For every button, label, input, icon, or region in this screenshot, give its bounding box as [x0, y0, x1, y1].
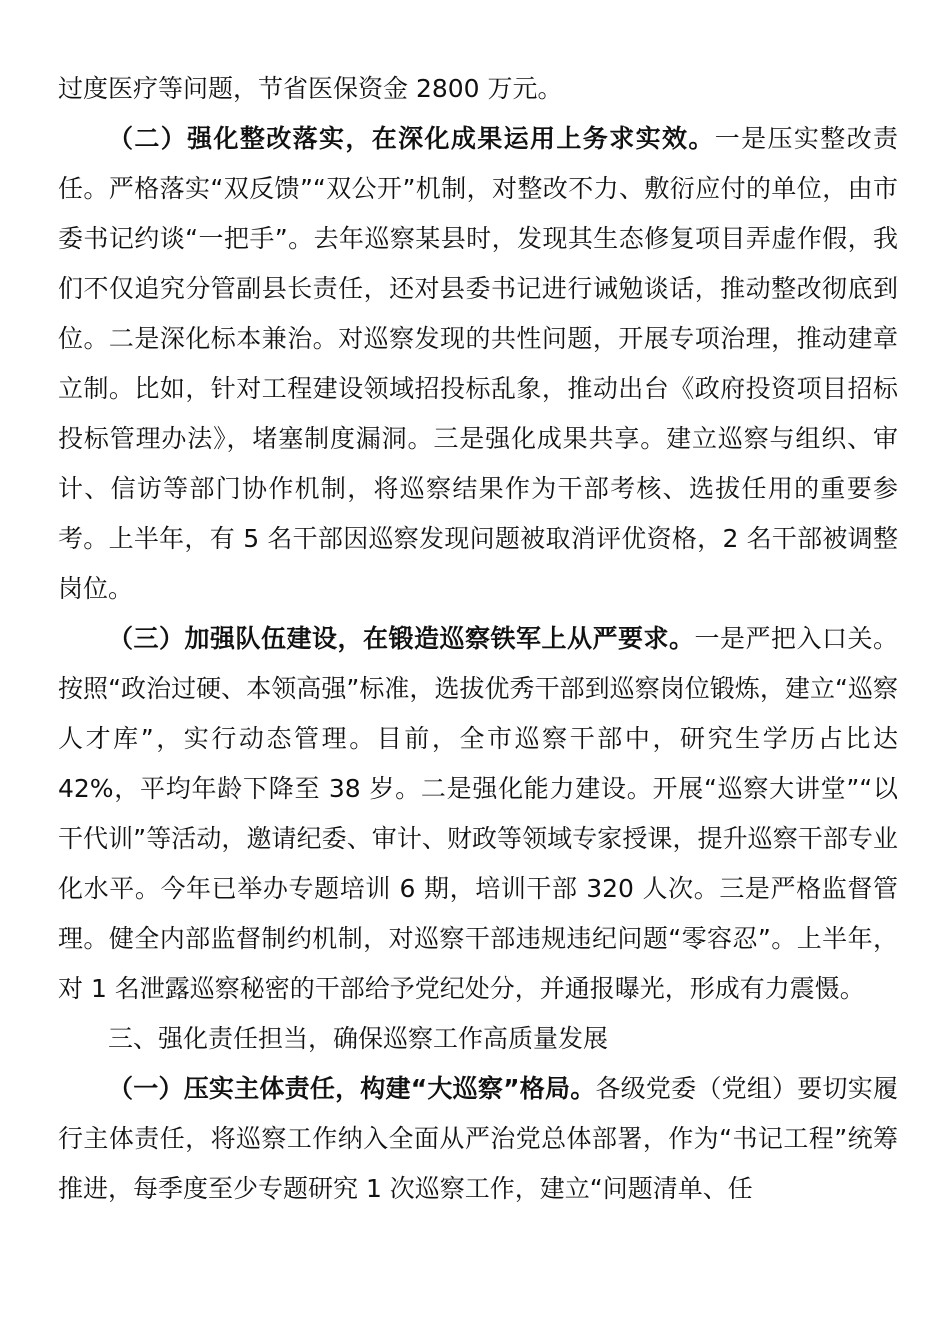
- paragraph-heading: （二）强化整改落实，在深化成果运用上务求实效。: [108, 124, 715, 153]
- paragraph-heading: （三）加强队伍建设，在锻造巡察铁军上从严要求。: [108, 624, 695, 653]
- document-page: [58, 64, 898, 1214]
- paragraph-text: 过度医疗等问题，节省医保资金 2800 万元。: [58, 74, 563, 103]
- paragraph-heading: （一）压实主体责任，构建“大巡察”格局。: [108, 1074, 596, 1103]
- paragraph-continuation: [58, 64, 898, 114]
- paragraph-text: 各级党委（党组）要切实履行主体责任，将巡察工作纳入全面从严治党总体部署，作为“书记工程”统筹推进，每季度至少专题研究 1 次巡察工作，建立“问题清单、任: [58, 1074, 898, 1203]
- paragraph-team-building: [58, 614, 898, 1014]
- section-title: 三、强化责任担当，确保巡察工作高质量发展: [108, 1024, 609, 1053]
- paragraph-text: 一是严把入口关。按照“政治过硬、本领高强”标准，选拔优秀干部到巡察岗位锻炼，建立“巡察人才库”，实行动态管理。目前，全市巡察干部中，研究生学历占比达 42%，平均年龄下降至 38 岁。二是强化能力建设。开展“巡察大讲堂”“以干代训”等活动，邀请纪委、审计、财政等领域专家授课，提升巡察干部专业化水平。今年已举办专题培训 6 期，培训干部 320 人次。三是严格监督管理。健全内部监督制约机制，对巡察干部违规违纪问题“零容忍”。上半年，对 1 名泄露巡察秘密的干部给予党纪处分，并通报曝光，形成有力震慑。: [58, 624, 898, 1003]
- paragraph-text: 一是压实整改责任。严格落实“双反馈”“双公开”机制，对整改不力、敷衍应付的单位，由市委书记约谈“一把手”。去年巡察某县时，发现其生态修复项目弄虚作假，我们不仅追究分管副县长责任，还对县委书记进行诫勉谈话，推动整改彻底到位。二是深化标本兼治。对巡察发现的共性问题，开展专项治理，推动建章立制。比如，针对工程建设领域招投标乱象，推动出台《政府投资项目招标投标管理办法》，堵塞制度漏洞。三是强化成果共享。建立巡察与组织、审计、信访等部门协作机制，将巡察结果作为干部考核、选拔任用的重要参考。上半年，有 5 名干部因巡察发现问题被取消评优资格，2 名干部被调整岗位。: [58, 124, 898, 603]
- paragraph-main-responsibility: [58, 1064, 898, 1214]
- section-heading: [58, 1014, 898, 1064]
- paragraph-rectification: [58, 114, 898, 614]
